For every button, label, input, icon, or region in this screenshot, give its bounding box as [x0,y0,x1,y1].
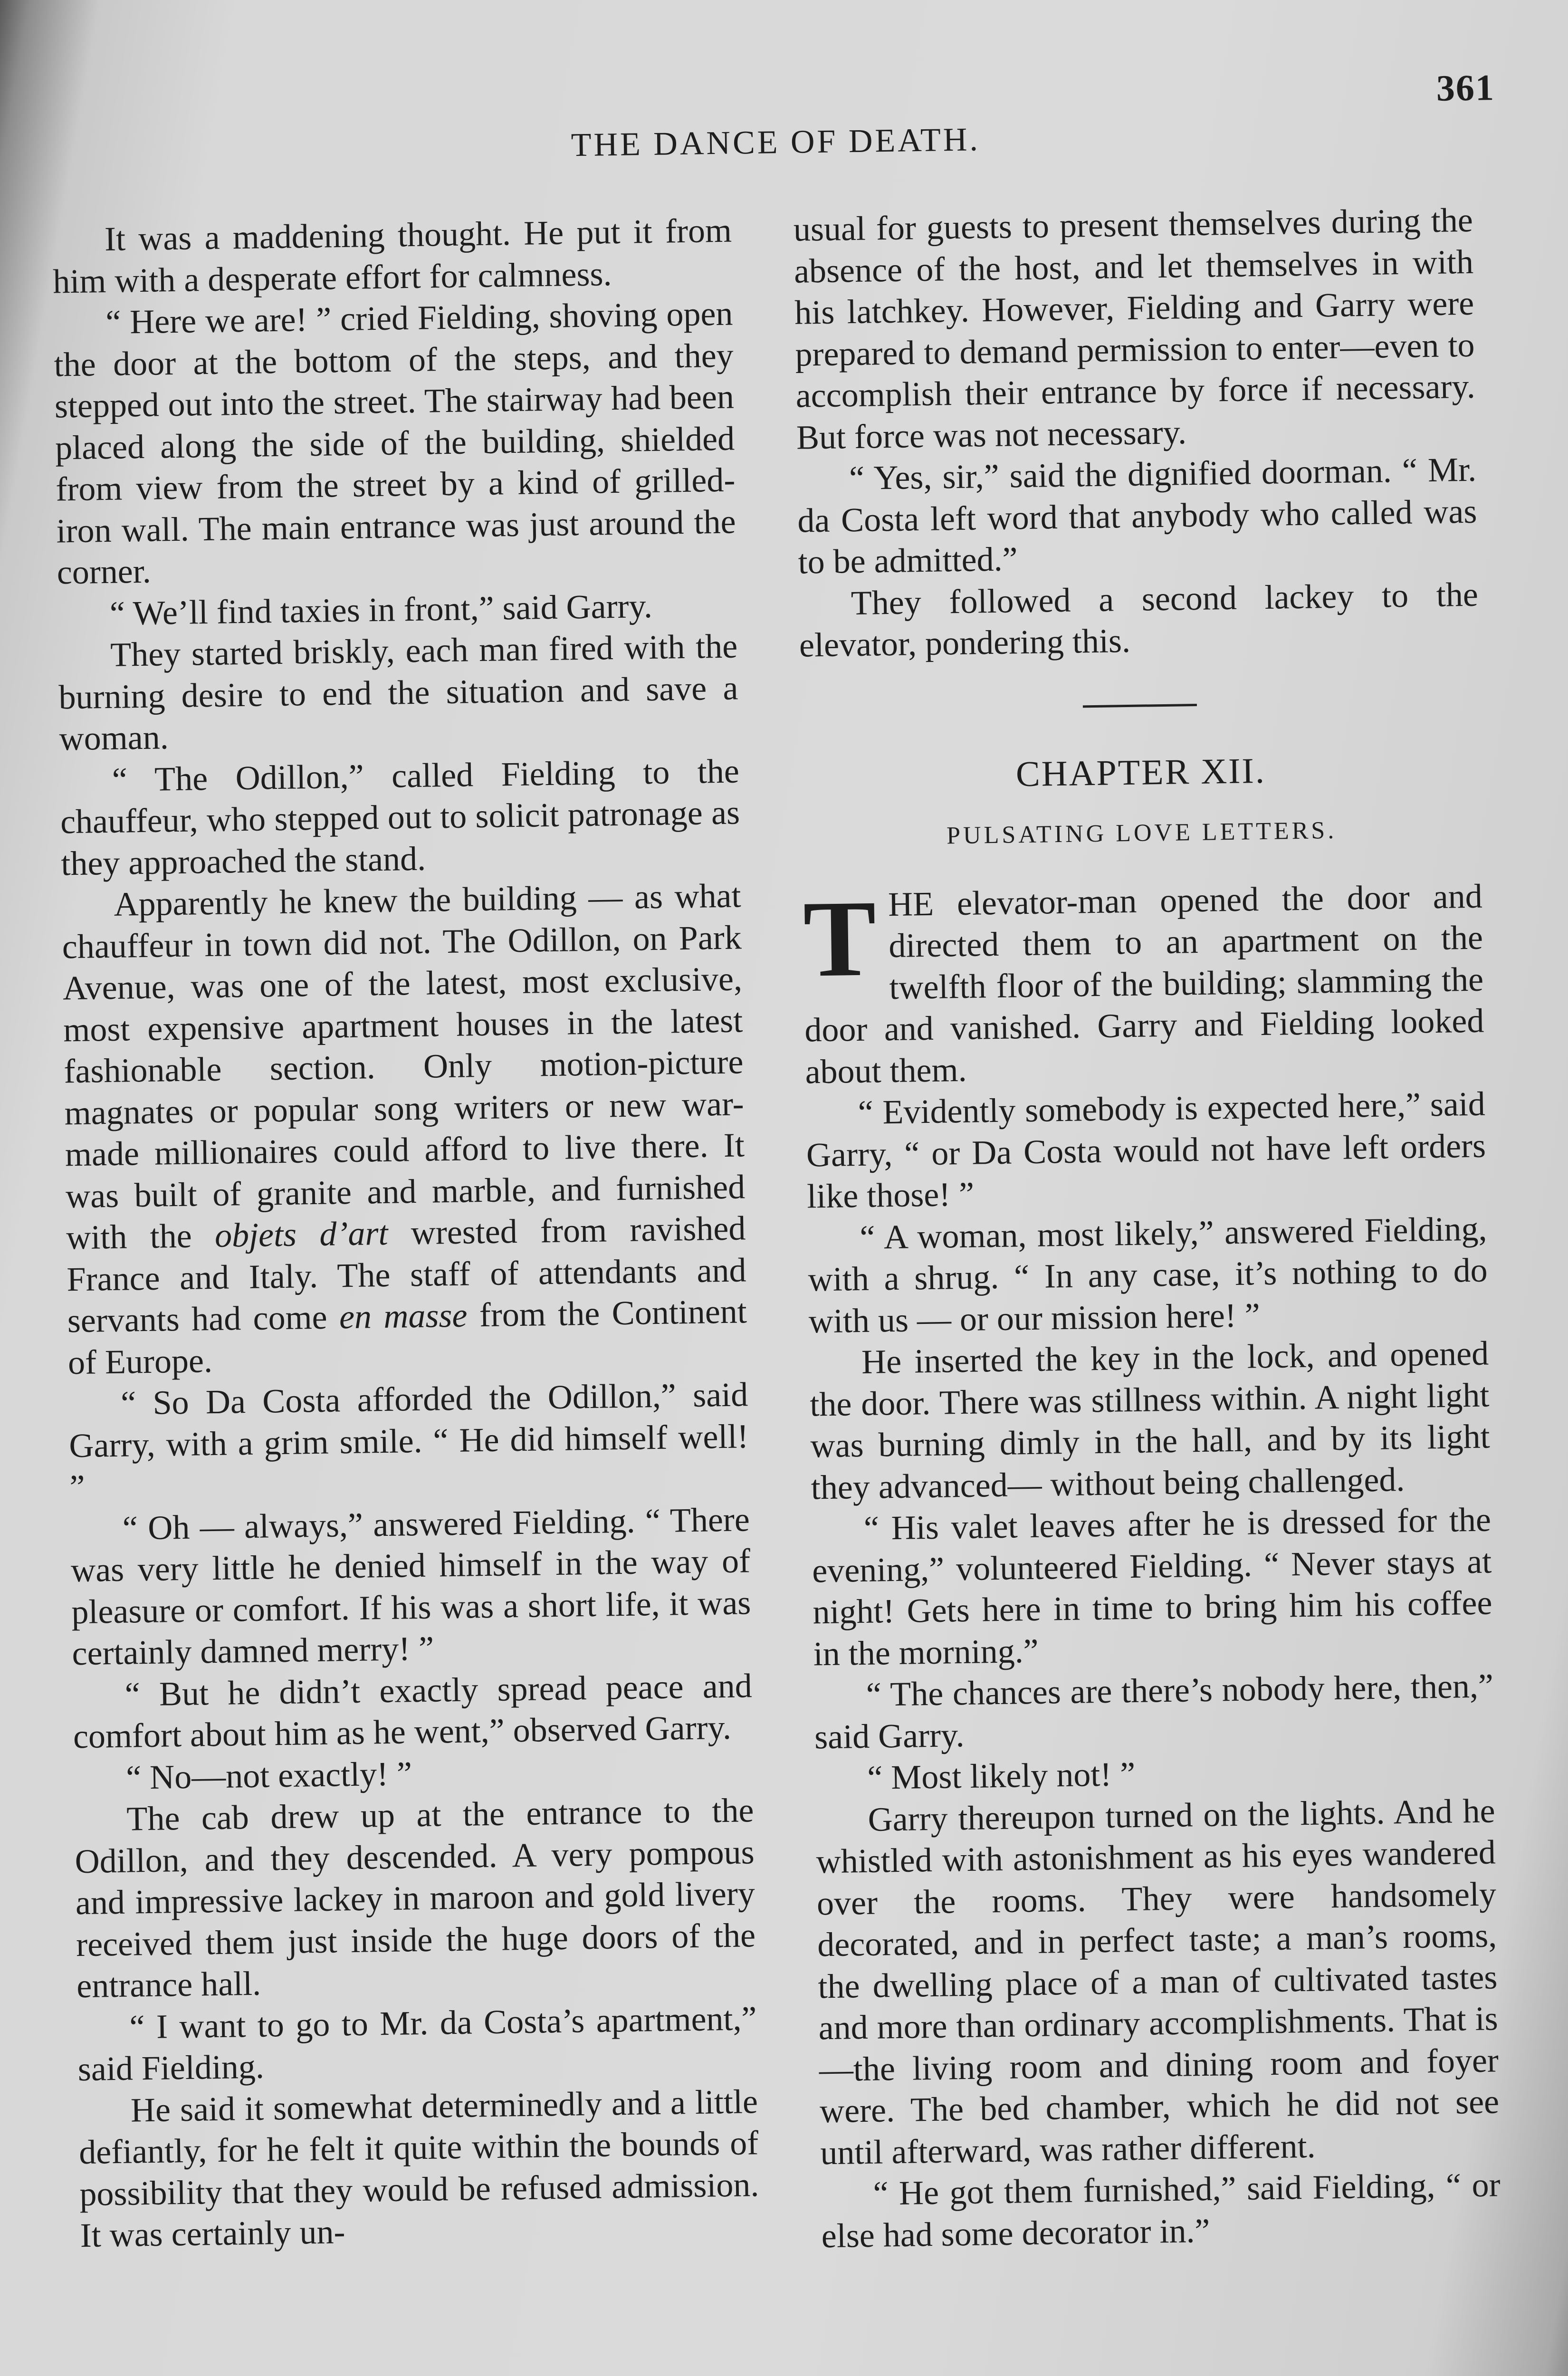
paragraph: usual for guests to present themselves during the absence of the host, and let themselves in with his latchkey. However, Fielding and Garry were prepared to demand permission to enter—even to accomplish their entrance by force if necessary. But force was not necessary. [793,201,1476,457]
drop-cap: T [802,877,877,1000]
paragraph: “ Here we are! ” cried Fielding, shoving open the door at the bottom of the steps, and they stepped out into the street. The stairway had been placed along the side of the building, shielded from view from the street by a kind of grilled-iron wall. The main entrance was just around the corner. [54,294,736,592]
section-divider [1083,703,1197,707]
text-run: Apparently he knew the building — as what chauffeur in town did not. The Odillon, on Park Avenue, was one of the latest, most exclusive, most expensive apartment houses in the latest fashionable section. Only motion-picture magnates or popular song writers or new war-made millionaires could afford to live there. It was built of granite and marble, and furnished with the [62,876,746,1257]
page-number: 361 [1436,67,1495,109]
chapter-opening-paragraph [803,875,1485,1092]
left-text-column [52,210,760,2257]
paragraph: He inserted the key in the lock, and opened the door. There was stillness within. A night light was burning dimly in the hall, and by its light they advanced— without being challenged. [809,1334,1491,1506]
paragraph: “ I want to go to Mr. da Costa’s apartment,” said Fielding. [77,1999,757,2089]
right-text-column [793,200,1501,2257]
paragraph: “ So Da Costa afforded the Odillon,” said Garry, with a grim smile. “ He did himself well! ” [68,1375,749,1506]
paragraph: It was a maddening thought. He put it from him with a desperate effort for calmness. [52,211,732,300]
paragraph [61,875,748,1383]
magazine-page [50,61,1532,2376]
paragraph: “ We’ll find taxies in front,” said Garry. [109,586,653,632]
paragraph: “ His valet leaves after he is dressed for the evening,” volunteered Fielding. “ Never stays at night! Gets here in time to bring him his coffee in the morning.” [812,1500,1492,1673]
paragraph: “ Oh — always,” answered Fielding. “ There was very little he denied himself in the way of pleasure or comfort. If his was a short life, it was certainly damned merry! ” [70,1500,751,1673]
paragraph: They started briskly, each man fired with the burning desire to end the situation and save a woman. [58,627,738,758]
paragraph: Garry thereupon turned on the lights. And he whistled with astonishment as his eyes wandered over the rooms. They were handsomely decorated, and in perfect taste; a man’s rooms, the dwelling place of a man of cultivated tastes and more than ordinary accomplishments. That is—the living room and dining room and foyer were. The bed chamber, which he did not see until afterward, was rather different. [816,1791,1500,2172]
paragraph: “ Yes, sir,” said the dignified doorman. “ Mr. da Costa left word that anybody who called was to be admitted.” [797,450,1477,581]
paragraph: “ But he didn’t exactly spread peace and comfort about him as he went,” observed Garry. [73,1666,753,1756]
paragraph: “ The Odillon,” called Fielding to the chauffeur, who stepped out to solicit patronage as they approached the stand. [60,751,740,882]
paragraph: They followed a second lackey to the elevator, pondering this. [799,575,1479,664]
text-run: from the Continent of Europe. [67,1292,747,1381]
paragraph: The cab drew up at the entrance to the Odillon, and they descended. A very pompous and impressive lackey in maroon and gold livery received them just inside the huge doors of the entrance hall. [75,1791,756,2005]
paragraph: “ He got them furnished,” said Fielding, “ or else had some decorator in.” [821,2165,1501,2255]
italic-phrase: en masse [339,1296,468,1336]
paragraph: “ No—not exactly! ” [125,1754,412,1797]
text-run: wrested from ravished France and Italy. The staff of attendants and servants had come [67,1209,746,1340]
text-run: HE elevator-man opened the door and directed them to an apartment on the twelfth floor of the building; slamming the door and vanished. Garry and Fielding looked about them. [804,877,1484,1091]
paragraph: “ Evidently somebody is expected here,” said Garry, “ or Da Costa would not have left orders like those! ” [806,1084,1486,1216]
paragraph: He said it somewhat determinedly and a little defiantly, for he felt it quite within the bounds of possibility that they would be refused admission. It was certainly un- [78,2082,759,2255]
paragraph: “ A woman, most likely,” answered Fielding, with a shrug. “ In any case, it’s nothing to do with us — or our mission here! ” [808,1209,1488,1340]
italic-phrase: objets d’art [214,1214,388,1255]
paragraph: “ The chances are there’s nobody here, then,” said Garry. [814,1667,1494,1756]
chapter-subtitle: PULSATING LOVE LETTERS. [946,816,1337,850]
chapter-heading: CHAPTER XII. [1015,750,1266,794]
paragraph: “ Most likely not! ” [867,1754,1136,1797]
running-title: THE DANCE OF DEATH. [571,121,981,164]
